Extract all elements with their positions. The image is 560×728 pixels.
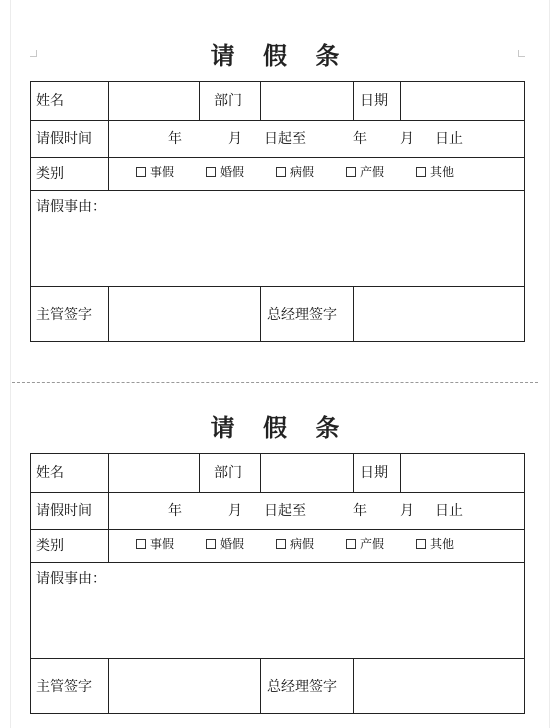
checkbox[interactable]: [346, 167, 356, 177]
type-option-label: 事假: [150, 537, 175, 551]
table-line: [199, 81, 200, 121]
table-line: [30, 529, 525, 530]
table-line: [353, 658, 354, 714]
type-option-label: 病假: [290, 537, 315, 551]
page-left-edge: [10, 0, 11, 728]
leave-form-table: [30, 81, 525, 342]
table-line: [260, 658, 261, 714]
checkbox[interactable]: [416, 167, 426, 177]
table-line: [30, 341, 525, 342]
table-line: [199, 453, 200, 493]
checkbox[interactable]: [346, 539, 356, 549]
type-option-label: 其他: [430, 165, 455, 179]
type-option-other[interactable]: [416, 537, 454, 551]
start-month-label: 月: [228, 503, 242, 519]
table-line: [353, 453, 354, 493]
table-line: [400, 453, 401, 493]
type-option-label: 产假: [360, 537, 385, 551]
cut-line: [12, 382, 538, 383]
supervisor-signature-label: 主管签字: [36, 679, 92, 695]
checkbox[interactable]: [206, 167, 216, 177]
type-option-sick[interactable]: [276, 537, 314, 551]
start-year-label: 年: [168, 131, 182, 147]
form-title: 请 假 条: [210, 41, 350, 70]
form-title: 请 假 条: [210, 413, 350, 442]
table-line: [30, 190, 525, 191]
table-line: [524, 81, 525, 342]
table-line: [400, 81, 401, 121]
table-line: [353, 81, 354, 121]
table-line: [260, 453, 261, 493]
leave-reason-label: 请假事由：: [36, 199, 106, 215]
table-line: [260, 81, 261, 121]
checkbox[interactable]: [416, 539, 426, 549]
leave-form-table: [30, 453, 525, 714]
checkbox[interactable]: [276, 167, 286, 177]
start-day-label: 日起至: [264, 503, 306, 519]
leave-type-label: 类别: [36, 538, 64, 554]
type-option-other[interactable]: [416, 165, 454, 179]
table-line: [108, 658, 109, 714]
table-line: [524, 453, 525, 714]
end-month-label: 月: [400, 131, 414, 147]
table-line: [30, 492, 525, 493]
start-year-label: 年: [168, 503, 182, 519]
start-day-label: 日起至: [264, 131, 306, 147]
end-month-label: 月: [400, 503, 414, 519]
checkbox[interactable]: [136, 167, 146, 177]
type-option-label: 产假: [360, 165, 385, 179]
checkbox[interactable]: [136, 539, 146, 549]
table-line: [30, 286, 525, 287]
end-year-label: 年: [353, 131, 367, 147]
department-label: 部门: [214, 465, 242, 481]
table-line: [353, 286, 354, 342]
supervisor-signature-label: 主管签字: [36, 307, 92, 323]
date-label: 日期: [360, 465, 388, 481]
table-line: [30, 81, 31, 342]
department-label: 部门: [214, 93, 242, 109]
type-option-label: 婚假: [220, 537, 245, 551]
table-line: [260, 286, 261, 342]
type-option-maternity[interactable]: [346, 537, 384, 551]
type-option-sick[interactable]: [276, 165, 314, 179]
type-option-maternity[interactable]: [346, 165, 384, 179]
name-label: 姓名: [36, 465, 64, 481]
type-option-marriage[interactable]: [206, 165, 244, 179]
start-month-label: 月: [228, 131, 242, 147]
table-line: [108, 81, 109, 191]
table-line: [30, 713, 525, 714]
type-option-label: 其他: [430, 537, 455, 551]
name-label: 姓名: [36, 93, 64, 109]
leave-period-label: 请假时间: [36, 131, 92, 147]
type-option-personal[interactable]: [136, 537, 174, 551]
end-year-label: 年: [353, 503, 367, 519]
checkbox[interactable]: [276, 539, 286, 549]
table-line: [30, 120, 525, 121]
end-day-label: 日止: [435, 503, 463, 519]
general-manager-signature-label: 总经理签字: [267, 679, 337, 695]
table-line: [30, 562, 525, 563]
general-manager-signature-label: 总经理签字: [267, 307, 337, 323]
type-option-marriage[interactable]: [206, 537, 244, 551]
table-line: [108, 286, 109, 342]
type-option-label: 婚假: [220, 165, 245, 179]
table-line: [30, 157, 525, 158]
type-option-personal[interactable]: [136, 165, 174, 179]
table-line: [30, 81, 525, 82]
date-label: 日期: [360, 93, 388, 109]
type-option-label: 事假: [150, 165, 175, 179]
leave-reason-label: 请假事由：: [36, 571, 106, 587]
end-day-label: 日止: [435, 131, 463, 147]
page-right-edge: [549, 0, 550, 728]
table-line: [108, 453, 109, 563]
table-line: [30, 453, 525, 454]
leave-period-label: 请假时间: [36, 503, 92, 519]
table-line: [30, 658, 525, 659]
table-line: [30, 453, 31, 714]
leave-type-label: 类别: [36, 166, 64, 182]
checkbox[interactable]: [206, 539, 216, 549]
type-option-label: 病假: [290, 165, 315, 179]
